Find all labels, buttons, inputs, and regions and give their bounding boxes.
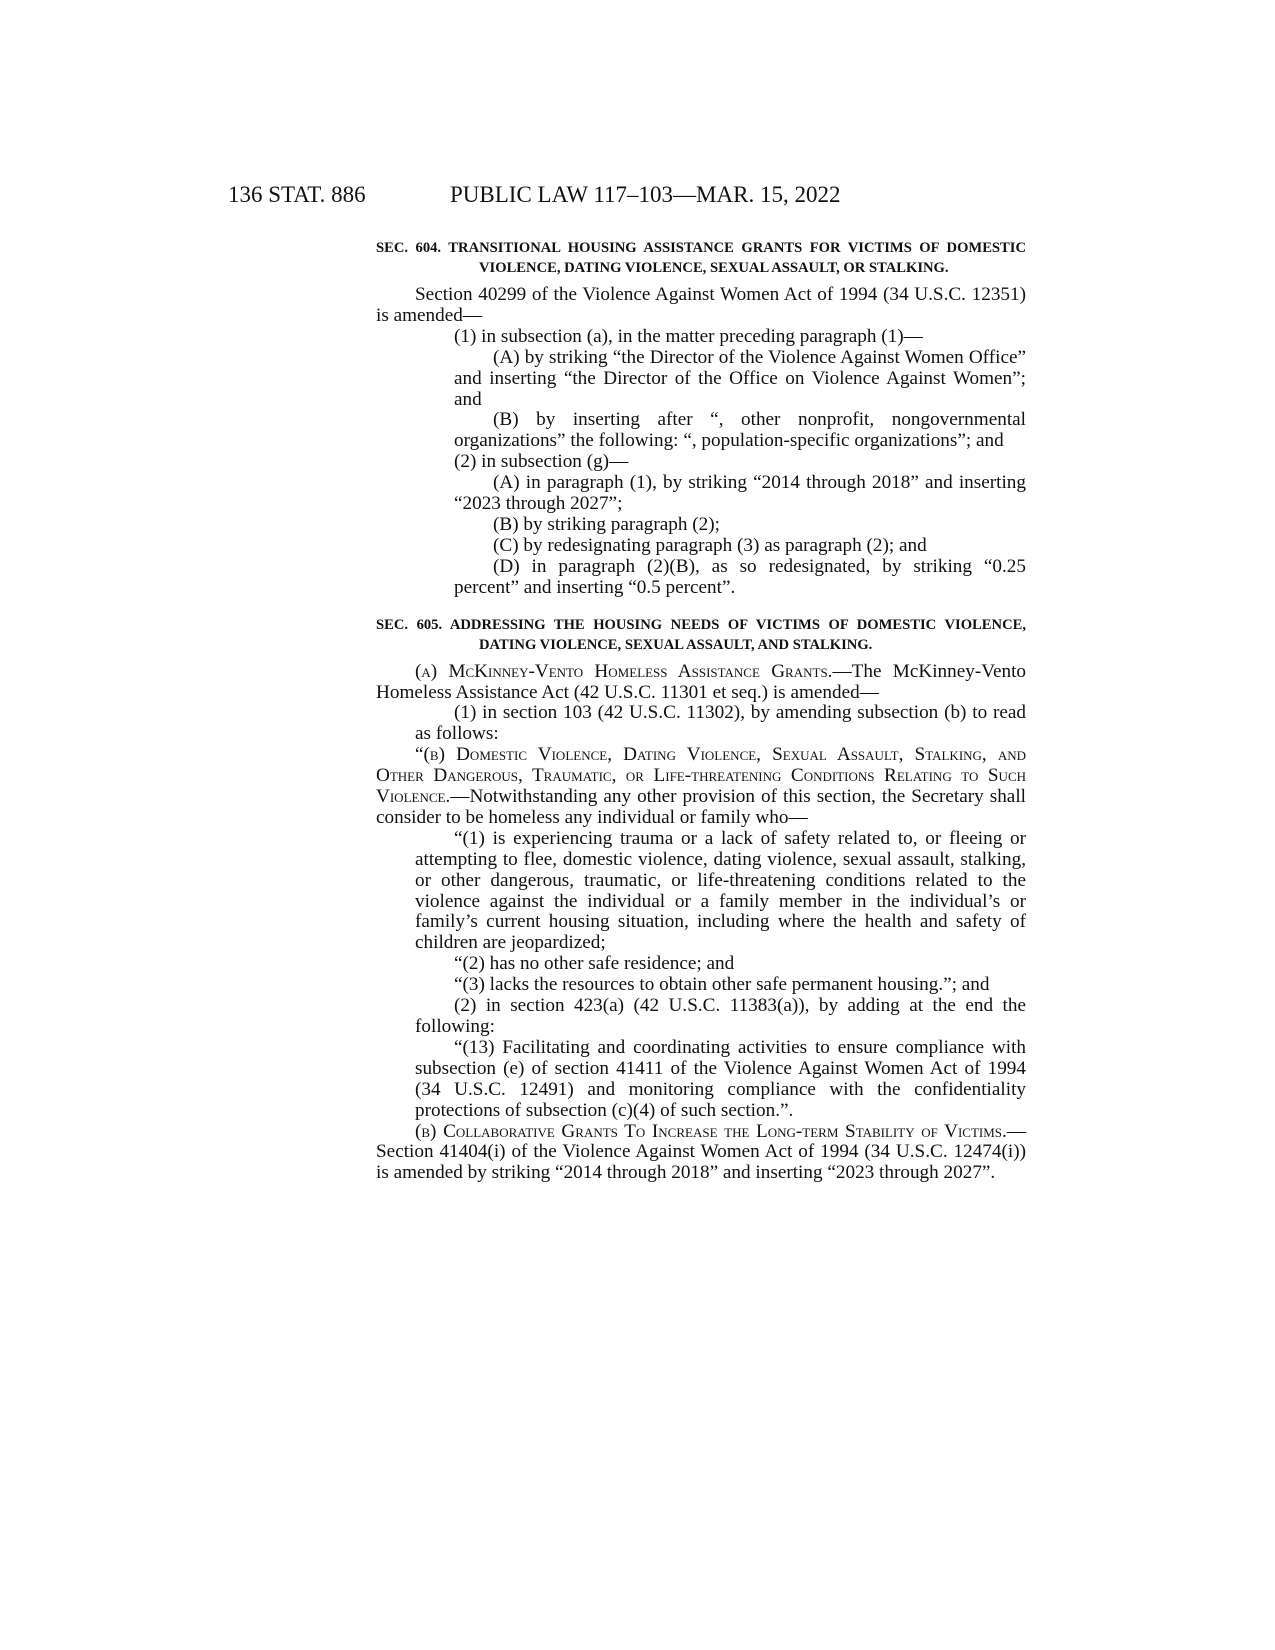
section-605-paragraph-2: (2) in section 423(a) (42 U.S.C. 11383(a)), by adding at the end the following: (415, 995, 1026, 1037)
section-604-paragraph-2a: (A) in paragraph (1), by striking “2014 through 2018” and inserting “2023 through 2027”; (454, 472, 1026, 515)
section-604-paragraph-1b: (B) by inserting after “, other nonprofit, nongovernmental organizations” the following: “, population-specific organizations”; and (454, 409, 1026, 452)
quoted-paragraph-2: “(2) has no other safe residence; and (454, 953, 735, 975)
section-604-paragraph-2d: (D) in paragraph (2)(B), as so redesignated, by striking “0.25 percent” and inserting “0.5 percent”. (454, 555, 1026, 598)
statute-page-number: 136 STAT. 886 (228, 182, 366, 207)
quoted-paragraph-3: “(3) lacks the resources to obtain other safe permanent housing.”; and (454, 974, 990, 996)
section-604-paragraph-2b: (B) by striking paragraph (2); (493, 513, 720, 535)
section-604-paragraph-1a: (A) by striking “the Director of the Violence Against Women Office” and inserting “the Director of the Office on Violence Against Women”; and (454, 346, 1026, 410)
section-605-paragraph-1: (1) in section 103 (42 U.S.C. 11302), by amending subsection (b) to read as follows: (415, 702, 1026, 745)
page-body (376, 238, 1026, 1184)
subsection-a-heading: (a) McKinney-Vento Homeless Assistance Grants. (415, 660, 833, 682)
section-604-paragraph-1: (1) in subsection (a), in the matter preceding paragraph (1)— (454, 325, 923, 347)
quoted-paragraph-13: “(13) Facilitating and coordinating activities to ensure compliance with subsection (e) of section 41411 of the Violence Against Women Act of 1994 (34 U.S.C. 12491) and monitoring compliance with the confidentiality protections of subsection (c)(4) of such section.”. (415, 1036, 1026, 1121)
quoted-subsection-b (376, 745, 1026, 829)
section-604-paragraph-2: (2) in subsection (g)— (454, 451, 629, 473)
quoted-paragraph-1: “(1) is experiencing trauma or a lack of safety related to, or fleeing or attempting to flee, domestic violence, dating violence, sexual assault, stalking, or other dangerous, traumatic, or life-threatening conditions related to the violence against the individual or a family member in the individual’s or family’s current housing situation, including where the health and safety of children are jeopardized; (415, 827, 1026, 954)
subsection-b-text: —Section 41404(i) of the Violence Against Women Act of 1994 (34 U.S.C. 12474(i)) is amended by striking “2014 through 2018” and inserting “2023 through 2027”. (376, 1120, 1026, 1184)
subsection-b-heading: (b) Collaborative Grants To Increase the Long-term Stability of Victims. (415, 1120, 1007, 1142)
running-title: PUBLIC LAW 117–103—MAR. 15, 2022 (450, 182, 841, 207)
subsection-a-text: —The McKinney-Vento Homeless Assistance Act (42 U.S.C. 11301 et seq.) is amended— (376, 660, 1027, 703)
quoted-subsection-b-heading: “(b) Domestic Violence, Dating Violence, Sexual Assault, Stalking, and Other Dangerous, Traumatic, or Life-threatening Conditions Relating to Such Violence. (376, 744, 1026, 808)
section-605-heading: SEC. 605. ADDRESSING THE HOUSING NEEDS OF VICTIMS OF DOMESTIC VIOLENCE, DATING VIOLENCE, SEXUAL ASSAULT, AND STALKING. (376, 616, 1026, 653)
section-605-subsection-a (376, 662, 1026, 704)
section-604-paragraph-2c: (C) by redesignating paragraph (3) as paragraph (2); and (493, 534, 927, 556)
quoted-subsection-b-text: —Notwithstanding any other provision of this section, the Secretary shall consider to be homeless any individual or family who— (376, 786, 1026, 828)
section-604-heading: SEC. 604. TRANSITIONAL HOUSING ASSISTANCE GRANTS FOR VICTIMS OF DOMESTIC VIOLENCE, DATING VIOLENCE, SEXUAL ASSAULT, OR STALKING. (376, 240, 1026, 276)
section-604-intro: Section 40299 of the Violence Against Women Act of 1994 (34 U.S.C. 12351) is amended— (376, 284, 1026, 326)
section-605-subsection-b (376, 1122, 1026, 1185)
